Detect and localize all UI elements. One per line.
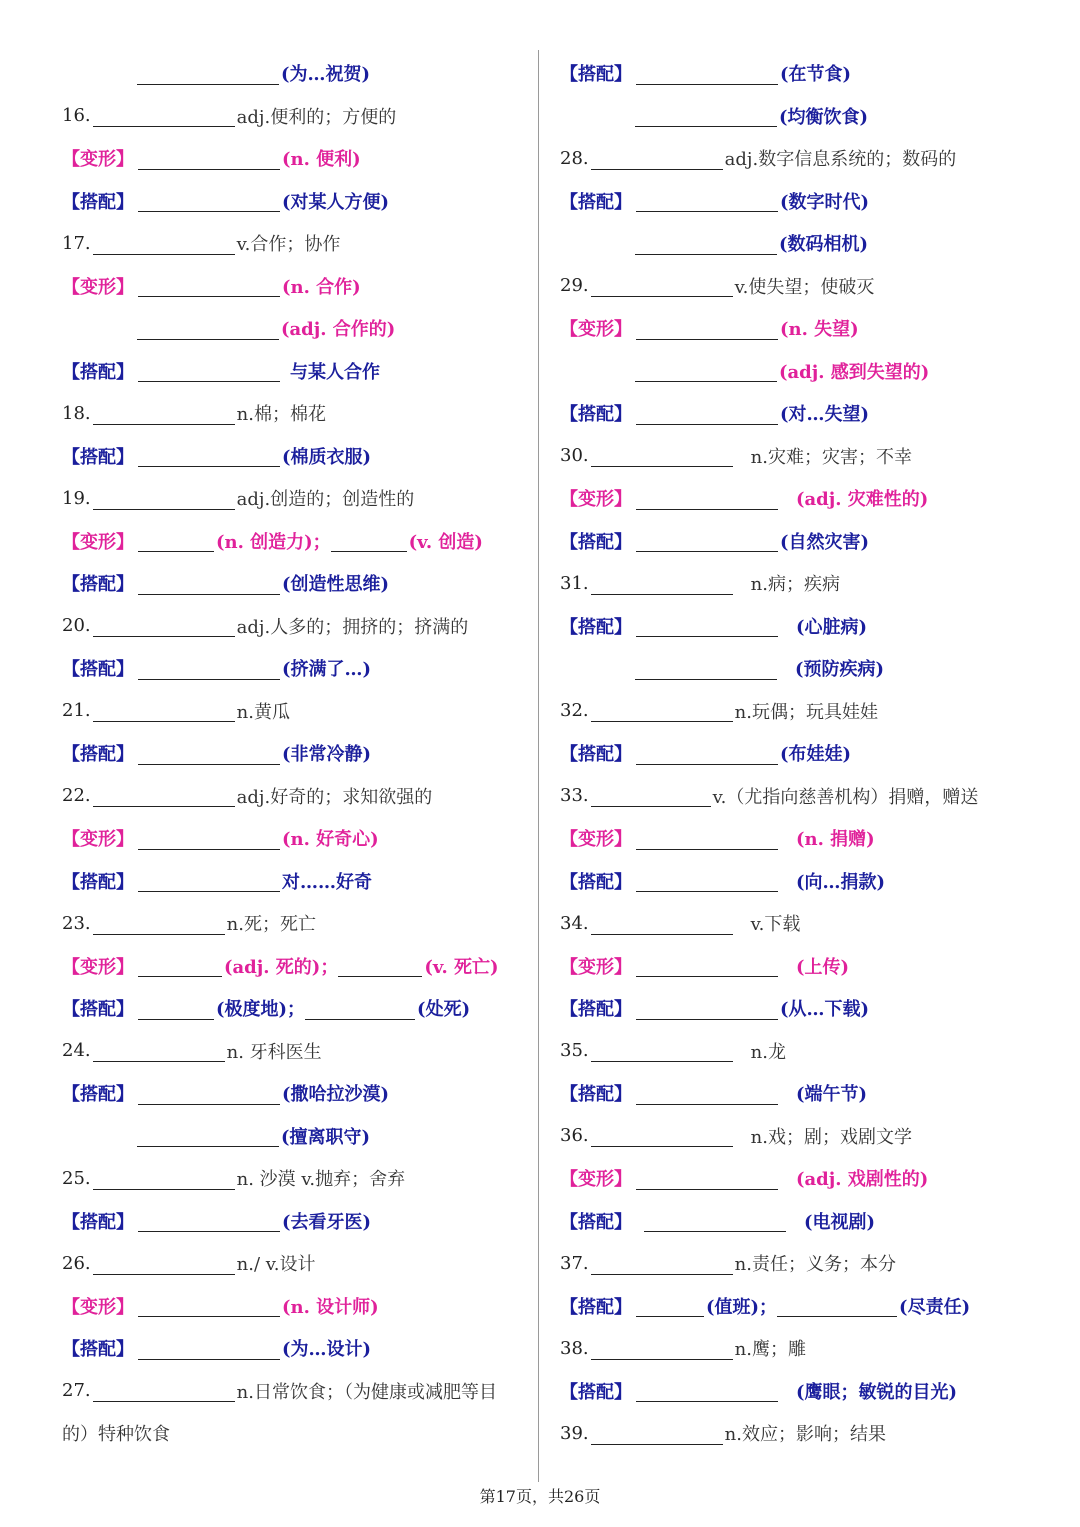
collocation-hint: (自然灾害) xyxy=(780,531,870,553)
answer-blank[interactable] xyxy=(138,1294,280,1317)
collocation-tag: 【搭配】 xyxy=(560,871,632,893)
vocab-item-21 xyxy=(62,690,532,733)
item-number: 20. xyxy=(62,615,91,637)
collocation-hint: (鹰眼；敏锐的目光) xyxy=(796,1381,958,1403)
answer-blank[interactable] xyxy=(138,1209,280,1232)
answer-blank[interactable] xyxy=(636,317,778,340)
variant-tag: 【变形】 xyxy=(62,276,134,298)
variant-hint: (v. 创造) xyxy=(408,531,483,553)
collocation-line xyxy=(560,647,1060,690)
definition: n.棉；棉花 xyxy=(236,404,326,426)
vocab-item-20 xyxy=(62,605,532,648)
collocation-tag: 【搭配】 xyxy=(560,1381,632,1403)
collocation-hint: (撒哈拉沙漠) xyxy=(282,1084,390,1106)
item-number: 31. xyxy=(560,572,589,594)
answer-blank[interactable] xyxy=(636,529,778,552)
collocation-hint: (数码相机) xyxy=(779,234,869,256)
variant-tag: 【变形】 xyxy=(62,956,134,978)
collocation-line xyxy=(62,52,532,95)
answer-blank[interactable] xyxy=(93,784,235,807)
vocab-item-31 xyxy=(560,562,1060,605)
variant-hint: (n. 创造力)； xyxy=(216,531,331,553)
collocation-hint: (挤满了…) xyxy=(282,659,372,681)
variant-line xyxy=(62,137,532,180)
collocation-line xyxy=(62,987,532,1030)
answer-blank[interactable] xyxy=(591,784,711,807)
answer-blank[interactable] xyxy=(138,274,280,297)
collocation-tag: 【搭配】 xyxy=(62,1084,134,1106)
answer-blank[interactable] xyxy=(591,912,733,935)
vocab-item-34 xyxy=(560,902,1060,945)
variant-line xyxy=(62,817,532,860)
collocation-line xyxy=(560,1072,1060,1115)
answer-blank[interactable] xyxy=(636,189,778,212)
collocation-line xyxy=(62,1327,532,1370)
vocab-item-17 xyxy=(62,222,532,265)
item-number: 22. xyxy=(62,785,91,807)
item-number: 29. xyxy=(560,275,589,297)
definition: n.责任；义务；本分 xyxy=(734,1254,896,1276)
collocation-hint: (对某人方便) xyxy=(282,191,390,213)
collocation-tag: 【搭配】 xyxy=(62,871,134,893)
collocation-line xyxy=(62,350,532,393)
answer-blank[interactable] xyxy=(331,529,407,552)
item-number: 18. xyxy=(62,402,91,424)
item-number: 24. xyxy=(62,1040,91,1062)
definition: n.病；疾病 xyxy=(750,574,840,596)
variant-tag: 【变形】 xyxy=(62,149,134,171)
definition: v.合作；协作 xyxy=(236,234,341,256)
collocation-hint: (极度地)； xyxy=(216,999,306,1021)
variant-line xyxy=(560,945,1060,988)
collocation-tag: 【搭配】 xyxy=(62,1211,134,1233)
variant-line xyxy=(62,307,532,350)
answer-blank[interactable] xyxy=(591,147,723,170)
definition: n.玩偶；玩具娃娃 xyxy=(734,701,878,723)
answer-blank[interactable] xyxy=(591,274,733,297)
definition: adj.好奇的；求知欲强的 xyxy=(236,786,433,808)
item-number: 26. xyxy=(62,1252,91,1274)
collocation-hint: (心脏病) xyxy=(796,616,868,638)
collocation-line xyxy=(560,52,1060,95)
answer-blank[interactable] xyxy=(338,954,422,977)
answer-blank[interactable] xyxy=(137,1124,279,1147)
answer-blank[interactable] xyxy=(93,1167,235,1190)
answer-blank[interactable] xyxy=(138,742,280,765)
answer-blank[interactable] xyxy=(636,1167,778,1190)
answer-blank[interactable] xyxy=(591,1252,733,1275)
answer-blank[interactable] xyxy=(636,869,778,892)
answer-blank[interactable] xyxy=(138,827,280,850)
collocation-hint: (值班)； xyxy=(706,1296,778,1318)
definition: n.日常饮食；（为健康或减肥等目 xyxy=(236,1381,497,1403)
collocation-tag: 【搭配】 xyxy=(560,999,632,1021)
answer-blank[interactable] xyxy=(636,954,778,977)
collocation-hint: (为…设计) xyxy=(282,1339,372,1361)
variant-line xyxy=(560,350,1060,393)
answer-blank[interactable] xyxy=(93,104,235,127)
vocab-item-27 xyxy=(62,1370,532,1413)
vocab-item-36 xyxy=(560,1115,1060,1158)
collocation-hint: 对……好奇 xyxy=(282,871,372,893)
item-number: 25. xyxy=(62,1167,91,1189)
collocation-hint: (向…捐款) xyxy=(796,871,886,893)
vocab-item-16 xyxy=(62,95,532,138)
answer-blank[interactable] xyxy=(93,487,235,510)
definition: n.死；死亡 xyxy=(226,914,316,936)
collocation-line xyxy=(560,1285,1060,1328)
definition: adj.人多的；拥挤的；挤满的 xyxy=(236,616,469,638)
variant-hint: (adj. 感到失望的) xyxy=(779,361,930,383)
collocation-tag: 【搭配】 xyxy=(560,404,632,426)
vocab-item-26 xyxy=(62,1242,532,1285)
answer-blank[interactable] xyxy=(591,1337,733,1360)
answer-blank[interactable] xyxy=(305,997,415,1020)
answer-blank[interactable] xyxy=(591,444,733,467)
item-number: 21. xyxy=(62,700,91,722)
answer-blank[interactable] xyxy=(138,444,280,467)
collocation-tag: 【搭配】 xyxy=(560,744,632,766)
definition: n.鹰；雕 xyxy=(734,1339,806,1361)
item-number: 37. xyxy=(560,1252,589,1274)
collocation-line xyxy=(560,95,1060,138)
definition: v.下载 xyxy=(750,914,801,936)
collocation-hint: (处死) xyxy=(417,999,471,1021)
collocation-line xyxy=(560,987,1060,1030)
collocation-line xyxy=(62,435,532,478)
collocation-hint: (电视剧) xyxy=(804,1211,876,1233)
collocation-tag: 【搭配】 xyxy=(62,659,134,681)
collocation-tag: 【搭配】 xyxy=(62,999,134,1021)
collocation-line xyxy=(560,180,1060,223)
variant-line xyxy=(560,1157,1060,1200)
definition: adj.数字信息系统的；数码的 xyxy=(724,149,957,171)
collocation-hint: (对…失望) xyxy=(780,404,870,426)
variant-tag: 【变形】 xyxy=(560,829,632,851)
answer-blank[interactable] xyxy=(93,1039,225,1062)
answer-blank[interactable] xyxy=(591,699,733,722)
answer-blank[interactable] xyxy=(138,189,280,212)
collocation-hint: (去看牙医) xyxy=(282,1211,372,1233)
vocab-item-18 xyxy=(62,392,532,435)
collocation-line xyxy=(62,1115,532,1158)
collocation-line xyxy=(560,1370,1060,1413)
answer-blank[interactable] xyxy=(635,232,777,255)
vocab-item-33 xyxy=(560,775,1060,818)
vocab-item-39 xyxy=(560,1412,1060,1455)
variant-tag: 【变形】 xyxy=(560,1169,632,1191)
item-number: 35. xyxy=(560,1040,589,1062)
vocab-item-25 xyxy=(62,1157,532,1200)
collocation-hint: (在节食) xyxy=(780,64,852,86)
definition: n. 牙科医生 xyxy=(226,1041,322,1063)
vocab-item-32 xyxy=(560,690,1060,733)
item-number: 30. xyxy=(560,445,589,467)
variant-hint: (adj. 死的)； xyxy=(224,956,339,978)
collocation-tag: 【搭配】 xyxy=(62,744,134,766)
answer-blank[interactable] xyxy=(93,402,235,425)
collocation-line xyxy=(560,222,1060,265)
answer-blank[interactable] xyxy=(591,1124,733,1147)
collocation-hint: (数字时代) xyxy=(780,191,870,213)
answer-blank[interactable] xyxy=(636,487,778,510)
vocab-item-22 xyxy=(62,775,532,818)
answer-blank[interactable] xyxy=(138,1337,280,1360)
vocab-item-24 xyxy=(62,1030,532,1073)
variant-line xyxy=(62,945,532,988)
variant-line xyxy=(62,520,532,563)
answer-blank[interactable] xyxy=(93,699,235,722)
collocation-hint: (预防疾病) xyxy=(795,659,885,681)
answer-blank[interactable] xyxy=(137,317,279,340)
collocation-tag: 【搭配】 xyxy=(560,1084,632,1106)
definition: 的）特种饮食 xyxy=(62,1424,170,1446)
answer-blank[interactable] xyxy=(636,742,778,765)
definition: n./ v.设计 xyxy=(236,1254,316,1276)
definition: n.戏；剧；戏剧文学 xyxy=(750,1126,912,1148)
answer-blank[interactable] xyxy=(138,529,214,552)
vocab-item-19 xyxy=(62,477,532,520)
collocation-hint: (均衡饮食) xyxy=(779,106,869,128)
variant-line xyxy=(62,265,532,308)
collocation-line xyxy=(62,1072,532,1115)
vocab-item-30 xyxy=(560,435,1060,478)
collocation-line xyxy=(560,392,1060,435)
collocation-tag: 【搭配】 xyxy=(62,574,134,596)
variant-tag: 【变形】 xyxy=(62,1296,134,1318)
collocation-line xyxy=(560,605,1060,648)
answer-blank[interactable] xyxy=(636,402,778,425)
collocation-hint: (尽责任) xyxy=(899,1296,971,1318)
variant-hint: (n. 便利) xyxy=(282,149,361,171)
collocation-line xyxy=(62,732,532,775)
answer-blank[interactable] xyxy=(636,827,778,850)
answer-blank[interactable] xyxy=(644,1209,786,1232)
collocation-line xyxy=(560,520,1060,563)
item-number: 16. xyxy=(62,105,91,127)
definition: n.效应；影响；结果 xyxy=(724,1424,886,1446)
answer-blank[interactable] xyxy=(635,359,777,382)
item-number: 23. xyxy=(62,912,91,934)
variant-hint: (上传) xyxy=(796,956,850,978)
variant-hint: (adj. 合作的) xyxy=(281,319,396,341)
variant-tag: 【变形】 xyxy=(560,319,632,341)
variant-hint: (v. 死亡) xyxy=(424,956,499,978)
right-column xyxy=(560,52,1060,1455)
variant-hint: (adj. 戏剧性的) xyxy=(796,1169,929,1191)
definition: n.龙 xyxy=(750,1041,786,1063)
answer-blank[interactable] xyxy=(138,147,280,170)
item-number: 27. xyxy=(62,1380,91,1402)
collocation-hint: (非常冷静) xyxy=(282,744,372,766)
page-footer: 第17页，共26页 xyxy=(479,1487,601,1506)
answer-blank[interactable] xyxy=(635,657,777,680)
answer-blank[interactable] xyxy=(636,1294,704,1317)
item-number: 34. xyxy=(560,912,589,934)
vocab-item-29 xyxy=(560,265,1060,308)
collocation-hint: 与某人合作 xyxy=(290,361,380,383)
variant-line xyxy=(62,1285,532,1328)
answer-blank[interactable] xyxy=(93,232,235,255)
collocation-hint: (擅离职守) xyxy=(281,1126,371,1148)
variant-line xyxy=(560,477,1060,520)
definition: v.（尤指向慈善机构）捐赠，赠送 xyxy=(712,786,979,808)
variant-hint: (n. 失望) xyxy=(780,319,859,341)
answer-blank[interactable] xyxy=(636,997,778,1020)
definition: n.灾难；灾害；不幸 xyxy=(750,446,912,468)
vocab-item-35 xyxy=(560,1030,1060,1073)
collocation-line xyxy=(62,860,532,903)
variant-tag: 【变形】 xyxy=(560,489,632,511)
collocation-tag: 【搭配】 xyxy=(62,1339,134,1361)
item-number: 33. xyxy=(560,785,589,807)
collocation-line xyxy=(62,562,532,605)
variant-line xyxy=(560,817,1060,860)
answer-blank[interactable] xyxy=(138,657,280,680)
answer-blank[interactable] xyxy=(636,62,778,85)
answer-blank[interactable] xyxy=(138,572,280,595)
answer-blank[interactable] xyxy=(635,104,777,127)
variant-hint: (adj. 灾难性的) xyxy=(796,489,929,511)
answer-blank[interactable] xyxy=(138,954,222,977)
variant-hint: (n. 捐赠) xyxy=(796,829,875,851)
variant-hint: (n. 合作) xyxy=(282,276,361,298)
answer-blank[interactable] xyxy=(591,572,733,595)
item-number: 28. xyxy=(560,147,589,169)
item-number: 19. xyxy=(62,487,91,509)
answer-blank[interactable] xyxy=(138,1082,280,1105)
item-number: 32. xyxy=(560,700,589,722)
answer-blank[interactable] xyxy=(591,1422,723,1445)
answer-blank[interactable] xyxy=(138,997,214,1020)
left-column xyxy=(62,52,532,1455)
item-number: 17. xyxy=(62,232,91,254)
collocation-line xyxy=(62,1200,532,1243)
answer-blank[interactable] xyxy=(137,62,279,85)
definition: n.黄瓜 xyxy=(236,701,290,723)
collocation-line xyxy=(62,180,532,223)
vocab-item-28 xyxy=(560,137,1060,180)
collocation-hint: (布娃娃) xyxy=(780,744,852,766)
vocab-item-38 xyxy=(560,1327,1060,1370)
item-number: 38. xyxy=(560,1337,589,1359)
collocation-line xyxy=(560,1200,1060,1243)
collocation-hint: (从…下载) xyxy=(780,999,870,1021)
vocab-item-23 xyxy=(62,902,532,945)
collocation-hint: (为…祝贺) xyxy=(281,64,371,86)
collocation-line xyxy=(62,647,532,690)
answer-blank[interactable] xyxy=(93,1252,235,1275)
definition: adj.创造的；创造性的 xyxy=(236,489,415,511)
definition: n. 沙漠 v.抛弃；舍弃 xyxy=(236,1169,406,1191)
answer-blank[interactable] xyxy=(591,1039,733,1062)
collocation-hint: (创造性思维) xyxy=(282,574,390,596)
collocation-tag: 【搭配】 xyxy=(560,531,632,553)
variant-tag: 【变形】 xyxy=(560,956,632,978)
item-number: 36. xyxy=(560,1125,589,1147)
collocation-line xyxy=(560,860,1060,903)
variant-hint: (n. 好奇心) xyxy=(282,829,379,851)
collocation-tag: 【搭配】 xyxy=(560,1296,632,1318)
collocation-tag: 【搭配】 xyxy=(560,1211,632,1233)
variant-hint: (n. 设计师) xyxy=(282,1296,379,1318)
answer-blank[interactable] xyxy=(636,1082,778,1105)
collocation-hint: (棉质衣服) xyxy=(282,446,372,468)
variant-line xyxy=(560,307,1060,350)
variant-tag: 【变形】 xyxy=(62,531,134,553)
answer-blank[interactable] xyxy=(138,869,280,892)
answer-blank[interactable] xyxy=(777,1294,897,1317)
collocation-tag: 【搭配】 xyxy=(560,191,632,213)
answer-blank[interactable] xyxy=(138,359,280,382)
answer-blank[interactable] xyxy=(93,912,225,935)
definition-continuation xyxy=(62,1412,532,1455)
vocab-item-37 xyxy=(560,1242,1060,1285)
collocation-tag: 【搭配】 xyxy=(62,446,134,468)
answer-blank[interactable] xyxy=(636,1379,778,1402)
collocation-line xyxy=(560,732,1060,775)
collocation-tag: 【搭配】 xyxy=(560,64,632,86)
collocation-tag: 【搭配】 xyxy=(62,361,134,383)
definition: v.使失望；使破灭 xyxy=(734,276,875,298)
collocation-tag: 【搭配】 xyxy=(62,191,134,213)
collocation-tag: 【搭配】 xyxy=(560,616,632,638)
answer-blank[interactable] xyxy=(93,1379,235,1402)
collocation-hint: (端午节) xyxy=(796,1084,868,1106)
answer-blank[interactable] xyxy=(93,614,235,637)
answer-blank[interactable] xyxy=(636,614,778,637)
column-divider xyxy=(538,50,539,1482)
variant-tag: 【变形】 xyxy=(62,829,134,851)
item-number: 39. xyxy=(560,1422,589,1444)
definition: adj.便利的；方便的 xyxy=(236,106,397,128)
